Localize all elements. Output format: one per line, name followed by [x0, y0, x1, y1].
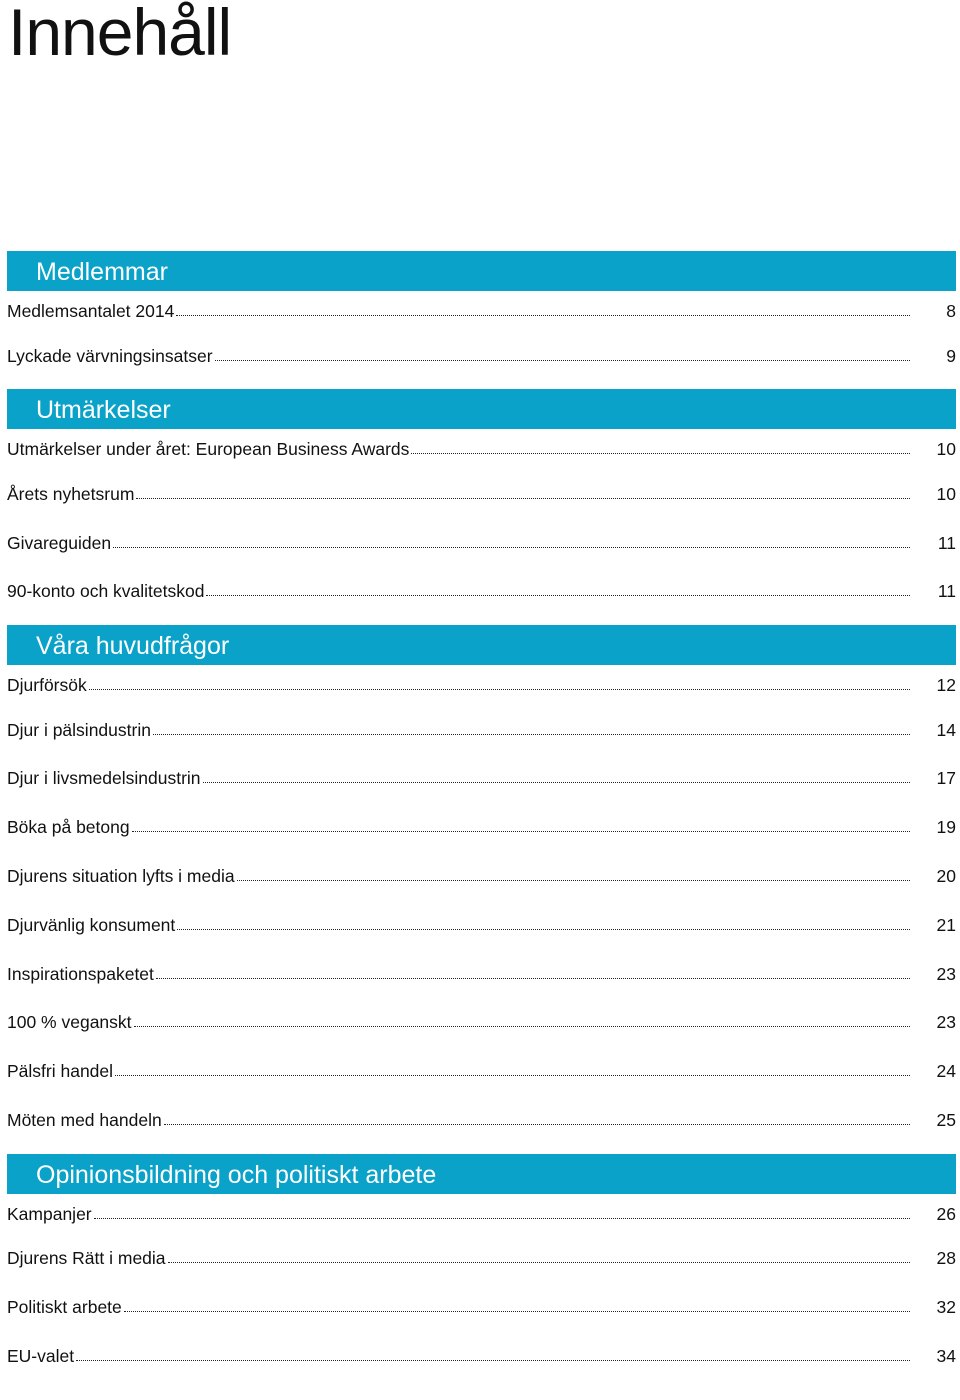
toc-entry[interactable] [7, 715, 956, 764]
toc-entry-page-number: 14 [936, 719, 956, 740]
toc-entry[interactable] [7, 812, 956, 861]
toc-entry[interactable] [7, 479, 956, 528]
toc-entry-title: Inspirationspaketet [7, 963, 154, 984]
toc-entry-page-number: 23 [936, 963, 956, 984]
toc-entry-title: Lyckade värvningsinsatser [7, 345, 213, 366]
toc-entry[interactable] [7, 1105, 956, 1154]
dot-leader [203, 766, 910, 783]
toc-entry-page-number: 12 [936, 675, 956, 696]
dot-leader [168, 1246, 910, 1263]
toc-entry-page-number: 25 [936, 1110, 956, 1131]
toc-entry-page-number: 34 [936, 1345, 956, 1366]
toc-entry-title: Pälsfri handel [7, 1061, 114, 1082]
toc-entry-title: Givareguiden [7, 532, 112, 553]
dot-leader [134, 1010, 910, 1027]
dot-leader [132, 815, 910, 832]
toc-entry[interactable] [7, 1243, 956, 1292]
toc-entry-page-number: 11 [937, 581, 956, 602]
toc-entry[interactable] [7, 1292, 956, 1341]
toc-entry[interactable] [7, 429, 956, 479]
toc-entry-page-number: 11 [937, 532, 956, 553]
dot-leader [156, 962, 910, 979]
toc-entry-title: 100 % veganskt [7, 1012, 132, 1033]
toc-section-utmarkelser [7, 389, 956, 625]
dot-leader [89, 673, 910, 690]
toc-entry[interactable] [7, 665, 956, 715]
toc-section-vara-huvudfragor [7, 625, 956, 1154]
toc-entry[interactable] [7, 1194, 956, 1244]
section-heading: Våra huvudfrågor [7, 625, 956, 665]
toc-entry-title: 90-konto och kvalitetskod [7, 581, 205, 602]
toc-entry-page-number: 32 [936, 1297, 956, 1318]
toc-entry[interactable] [7, 576, 956, 625]
dot-leader [215, 344, 910, 361]
dot-leader [206, 579, 910, 596]
toc-entry[interactable] [7, 341, 956, 390]
dot-leader [76, 1344, 910, 1361]
toc-section-medlemmar [7, 251, 956, 389]
section-heading: Medlemmar [7, 251, 956, 291]
dot-leader [115, 1059, 910, 1076]
toc-entry[interactable] [7, 1341, 956, 1390]
toc-entry-page-number: 10 [936, 483, 956, 504]
toc-entry-page-number: 10 [936, 439, 956, 460]
dot-leader [124, 1295, 910, 1312]
dot-leader [113, 531, 910, 548]
toc-entry-page-number: 24 [936, 1061, 956, 1082]
dot-leader [411, 437, 910, 454]
section-heading: Utmärkelser [7, 389, 956, 429]
toc-entry-page-number: 23 [936, 1012, 956, 1033]
toc-entry[interactable] [7, 861, 956, 910]
toc-entry-title: Djurens Rätt i media [7, 1248, 166, 1269]
dot-leader [177, 913, 910, 930]
toc-entry-title: Djurförsök [7, 675, 87, 696]
dot-leader [136, 482, 910, 499]
toc-entry-page-number: 28 [936, 1248, 956, 1269]
section-heading: Opinionsbildning och politiskt arbete [7, 1154, 956, 1194]
toc-entry-page-number: 21 [936, 914, 956, 935]
toc-entry-page-number: 20 [936, 866, 956, 887]
toc-entry-page-number: 17 [936, 768, 956, 789]
toc-entry-page-number: 19 [936, 817, 956, 838]
toc-entry-title: Djur i livsmedelsindustrin [7, 768, 201, 789]
toc-entry-title: Utmärkelser under året: European Business Awards [7, 439, 410, 460]
dot-leader [237, 864, 910, 881]
toc-entry-title: Politiskt arbete [7, 1297, 122, 1318]
toc-entry-title: Djur i pälsindustrin [7, 719, 151, 740]
toc-entry[interactable] [7, 1056, 956, 1105]
page-title: Innehåll [8, 0, 232, 69]
toc-entry-title: Möten med handeln [7, 1110, 162, 1131]
table-of-contents [7, 251, 956, 1390]
toc-entry-title: Medlemsantalet 2014 [7, 301, 175, 321]
toc-entry-title: Djurens situation lyfts i media [7, 866, 235, 887]
toc-entry-title: Djurvänlig konsument [7, 914, 176, 935]
toc-entry[interactable] [7, 1007, 956, 1056]
toc-entry-page-number: 8 [946, 301, 956, 321]
toc-entry[interactable] [7, 291, 956, 341]
toc-section-opinionsbildning [7, 1154, 956, 1390]
dot-leader [176, 299, 910, 316]
toc-entry-title: Böka på betong [7, 817, 130, 838]
dot-leader [94, 1202, 910, 1219]
toc-entry[interactable] [7, 528, 956, 577]
toc-entry[interactable] [7, 763, 956, 812]
toc-entry-title: Årets nyhetsrum [7, 483, 135, 504]
dot-leader [164, 1108, 910, 1125]
toc-entry-page-number: 9 [946, 345, 956, 366]
toc-entry-title: EU-valet [7, 1345, 75, 1366]
toc-entry[interactable] [7, 910, 956, 959]
toc-entry-title: Kampanjer [7, 1203, 92, 1224]
dot-leader [153, 718, 910, 735]
toc-entry[interactable] [7, 959, 956, 1008]
toc-entry-page-number: 26 [936, 1203, 956, 1224]
